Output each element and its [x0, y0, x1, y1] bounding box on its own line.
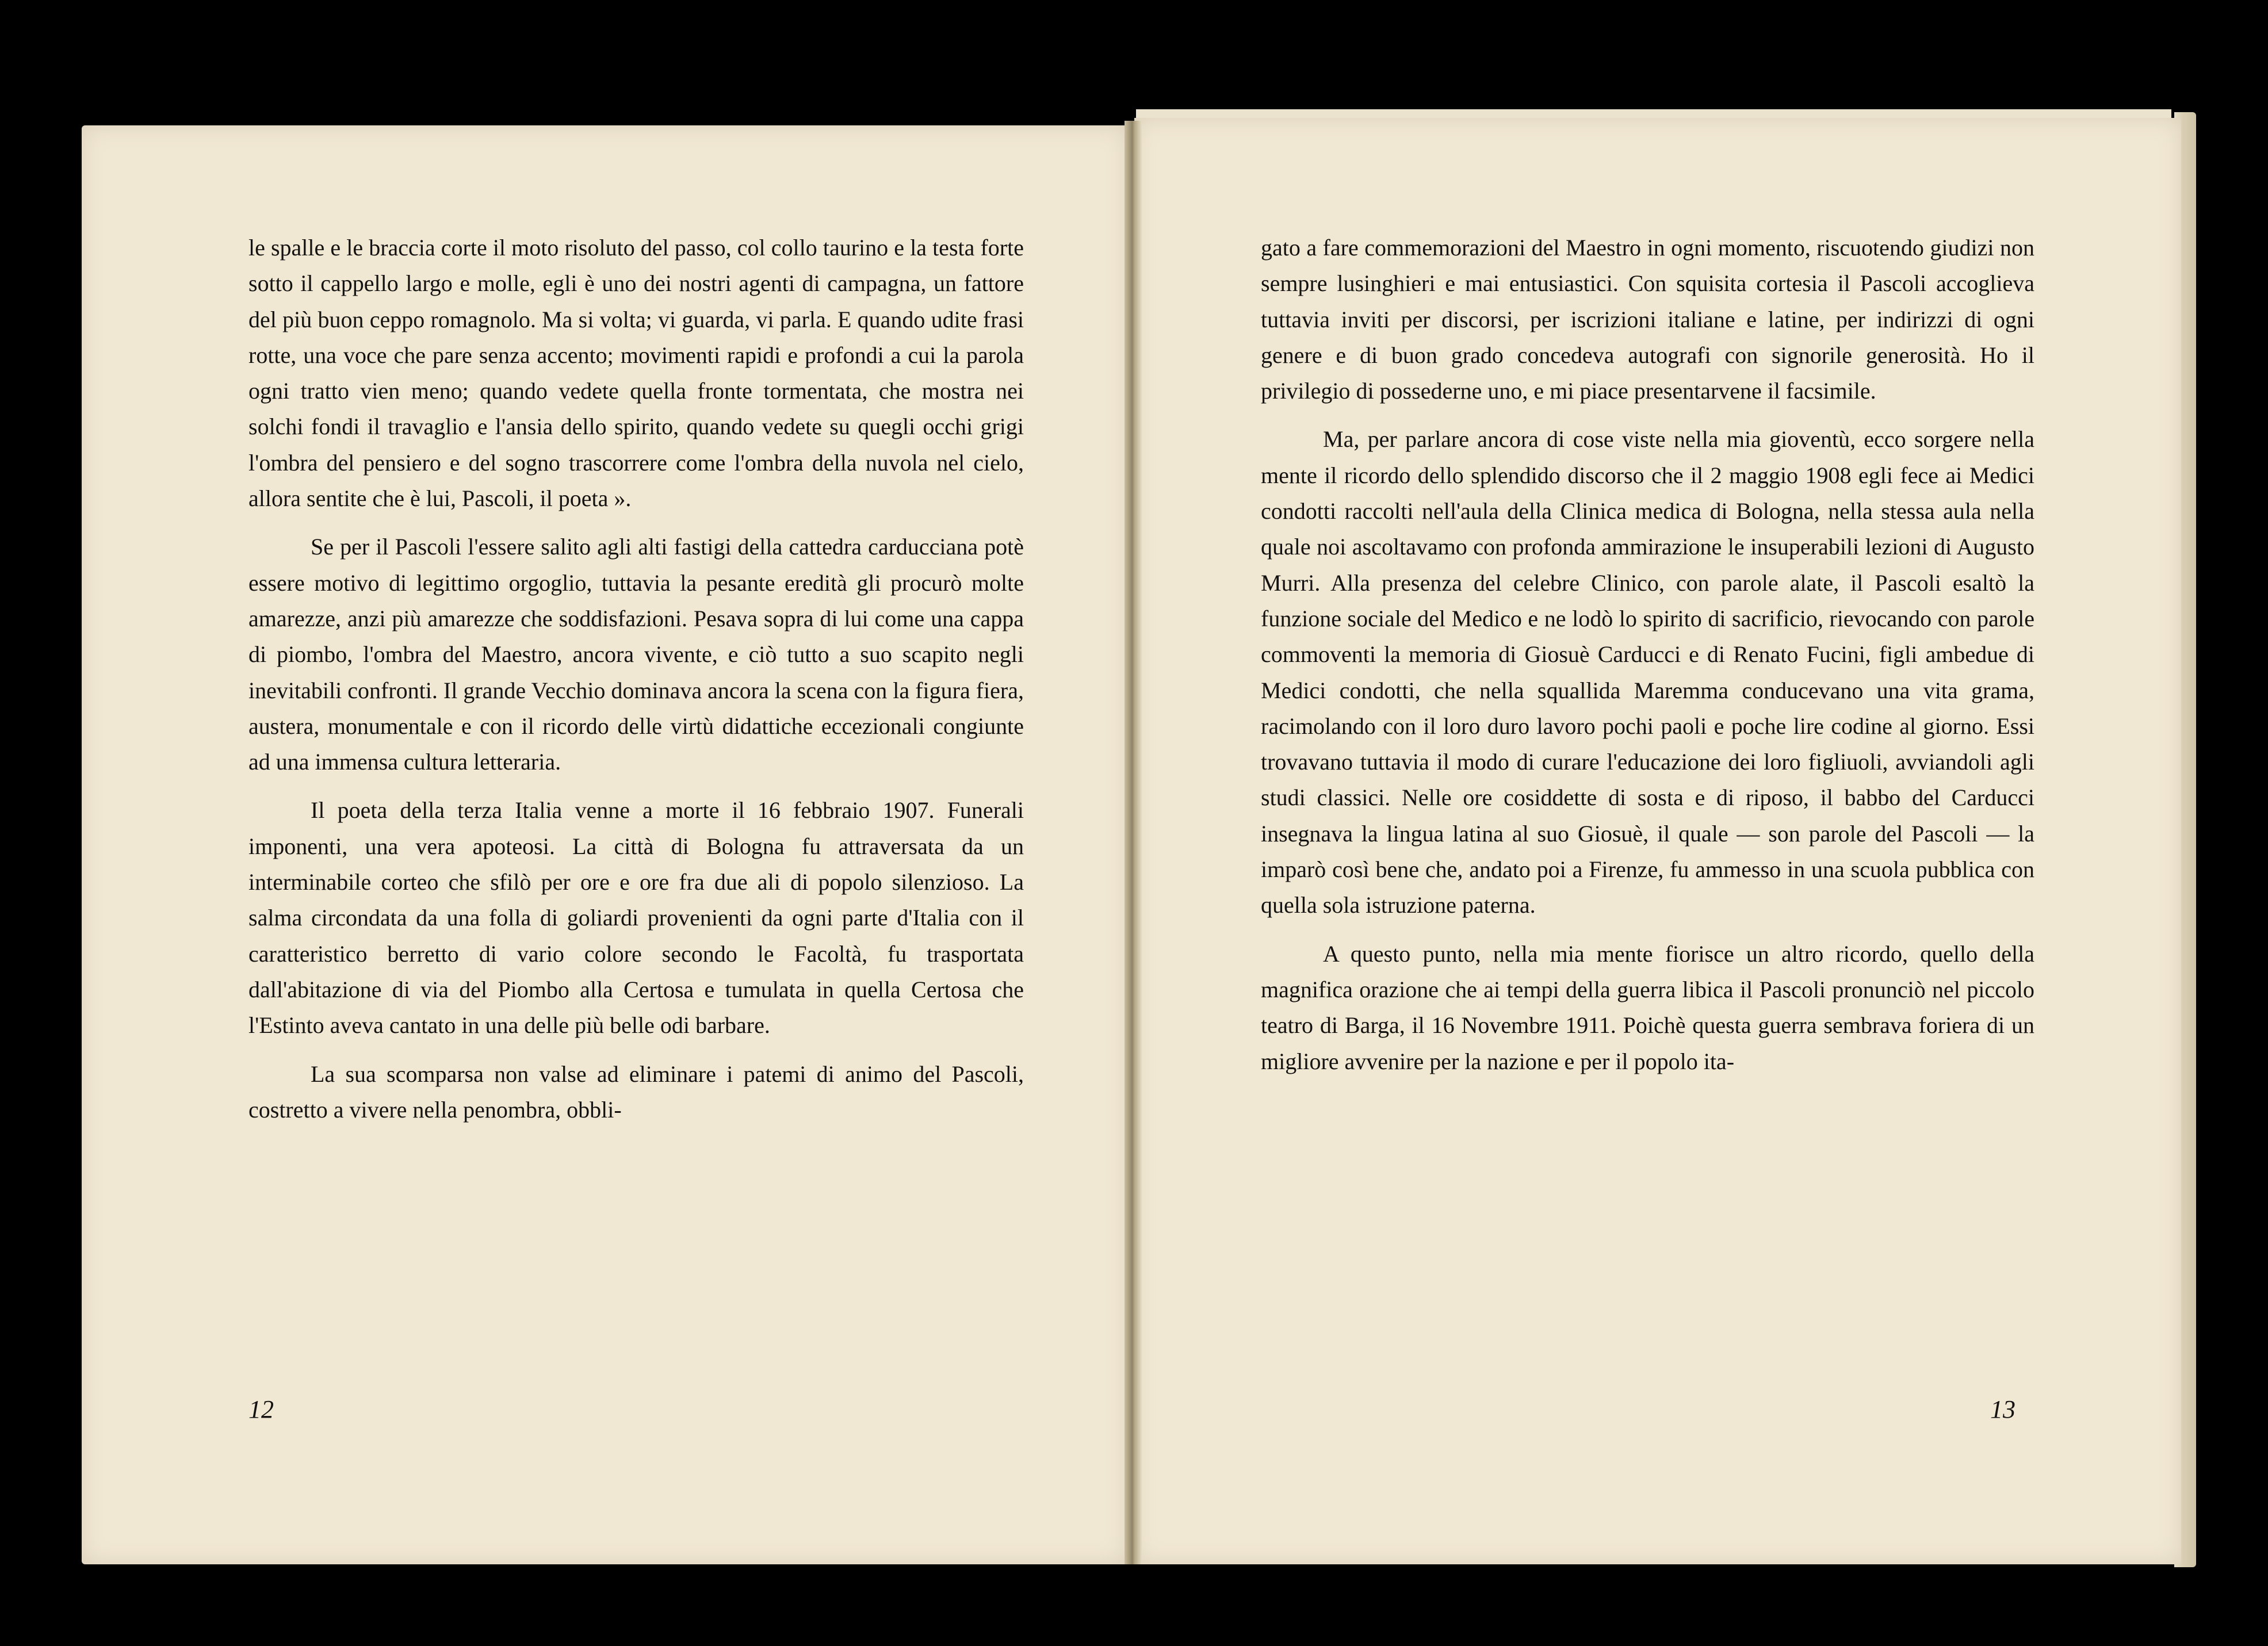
right-page-number: 13: [1990, 1395, 2015, 1423]
left-page-number: 12: [248, 1395, 274, 1423]
left-paragraph-3: Il poeta della terza Italia venne a morte il 16 febbraio 1907. Funerali imponenti, una vera apoteosi. La città di Bologna fu attraversata da un interminabile corteo che sfilò per ore e ore fra due ali di popolo silenzioso. La salma circondata da una folla di goliardi provenienti da ogni parte d'Italia con il caratteristico berretto di vario colore secondo le Facoltà, fu trasportata dall'abitazione di via del Piombo alla Certosa e tumulata in quella Certosa che l'Estinto aveva cantato in una delle più belle odi barbare.: [248, 797, 1024, 1039]
left-paragraph-4: La sua scomparsa non valse ad eliminare i patemi di animo del Pascoli, costretto a vivere nella penombra, obbli-: [248, 1061, 1024, 1123]
left-paragraph-1: le spalle e le braccia corte il moto risoluto del passo, col collo taurino e la testa forte sotto il cappello largo e molle, egli è uno dei nostri agenti di campagna, un fattore del più buon ceppo romagnolo. Ma si volta; vi guarda, vi parla. E quando udite frasi rotte, una voce che pare senza accento; movimenti rapidi e profondi a cui la parola ogni tratto vien meno; quando vedete quella fronte tormentata, che mostra nei solchi fondi il travaglio e l'ansia dello spirito, quando vedete su quegli occhi grigi l'ombra del pensiero e del sogno trascorrere come l'ombra della nuvola nel cielo, allora sentite che è lui, Pascoli, il poeta ».: [248, 235, 1024, 512]
right-paragraph-2: Ma, per parlare ancora di cose viste nella mia gioventù, ecco sorgere nella mente il ricordo dello splendido discorso che il 2 maggio 1908 egli fece ai Medici condotti raccolti nell'aula della Clinica medica di Bologna, nella stessa aula nella quale noi ascoltavamo con profonda ammirazione le insuperabili lezioni di Augusto Murri. Alla presenza del celebre Clinico, con parole alate, il Pascoli esaltò la funzione sociale del Medico e ne lodò lo spirito di sacrificio, rievocando con parole commoventi la memoria di Giosuè Carducci e di Renato Fucini, figli ambedue di Medici condotti, che nella squallida Maremma conducevano una vita grama, racimolando con il loro duro lavoro pochi paoli e poche lire codine al giorno. Essi trovavano tuttavia il modo di curare l'educazione dei loro figliuoli, avviandoli agli studi classici. Nelle ore cosiddette di sosta e di riposo, il babbo del Carducci insegnava la lingua latina al suo Giosuè, il quale — son parole del Pascoli — la imparò così bene che, andato poi a Firenze, fu ammesso in una scuola pubblica con quella sola istruzione paterna.: [1261, 426, 2034, 918]
right-page-text: [1261, 230, 2034, 1080]
right-paragraph-3: A questo punto, nella mia mente fiorisce un altro ricordo, quello della magnifica orazione che ai tempi della guerra libica il Pascoli pronunciò nel piccolo teatro di Barga, il 16 Novembre 1911. Poichè questa guerra sembrava foriera di un migliore avvenire per la nazione e per il popolo ita-: [1261, 940, 2034, 1074]
book-gutter: [1125, 121, 1142, 1564]
left-page-text: [248, 230, 1024, 1128]
right-paragraph-1: gato a fare commemorazioni del Maestro in ogni momento, riscuotendo giudizi non sempre lusinghieri e mai entusiastici. Con squisita cortesia il Pascoli accoglieva tuttavia inviti per discorsi, per iscrizioni italiane e latine, per indirizzi di ogni genere e di buon grado concedeva autografi con signorile generosità. Ho il privilegio di possederne uno, e mi piace presentarvene il facsimile.: [1261, 235, 2034, 404]
left-paragraph-2: Se per il Pascoli l'essere salito agli alti fastigi della cattedra carducciana potè essere motivo di legittimo orgoglio, tuttavia la pesante eredità gli procurò molte amarezze, anzi più amarezze che soddisfazioni. Pesava sopra di lui come una cappa di piombo, l'ombra del Maestro, ancora vivente, e ciò tutto a suo scapito negli inevitabili confronti. Il grande Vecchio dominava ancora la scena con la figura fiera, austera, monumentale e con il ricordo delle virtù didattiche eccezionali congiunte ad una immensa cultura letteraria.: [248, 534, 1024, 775]
